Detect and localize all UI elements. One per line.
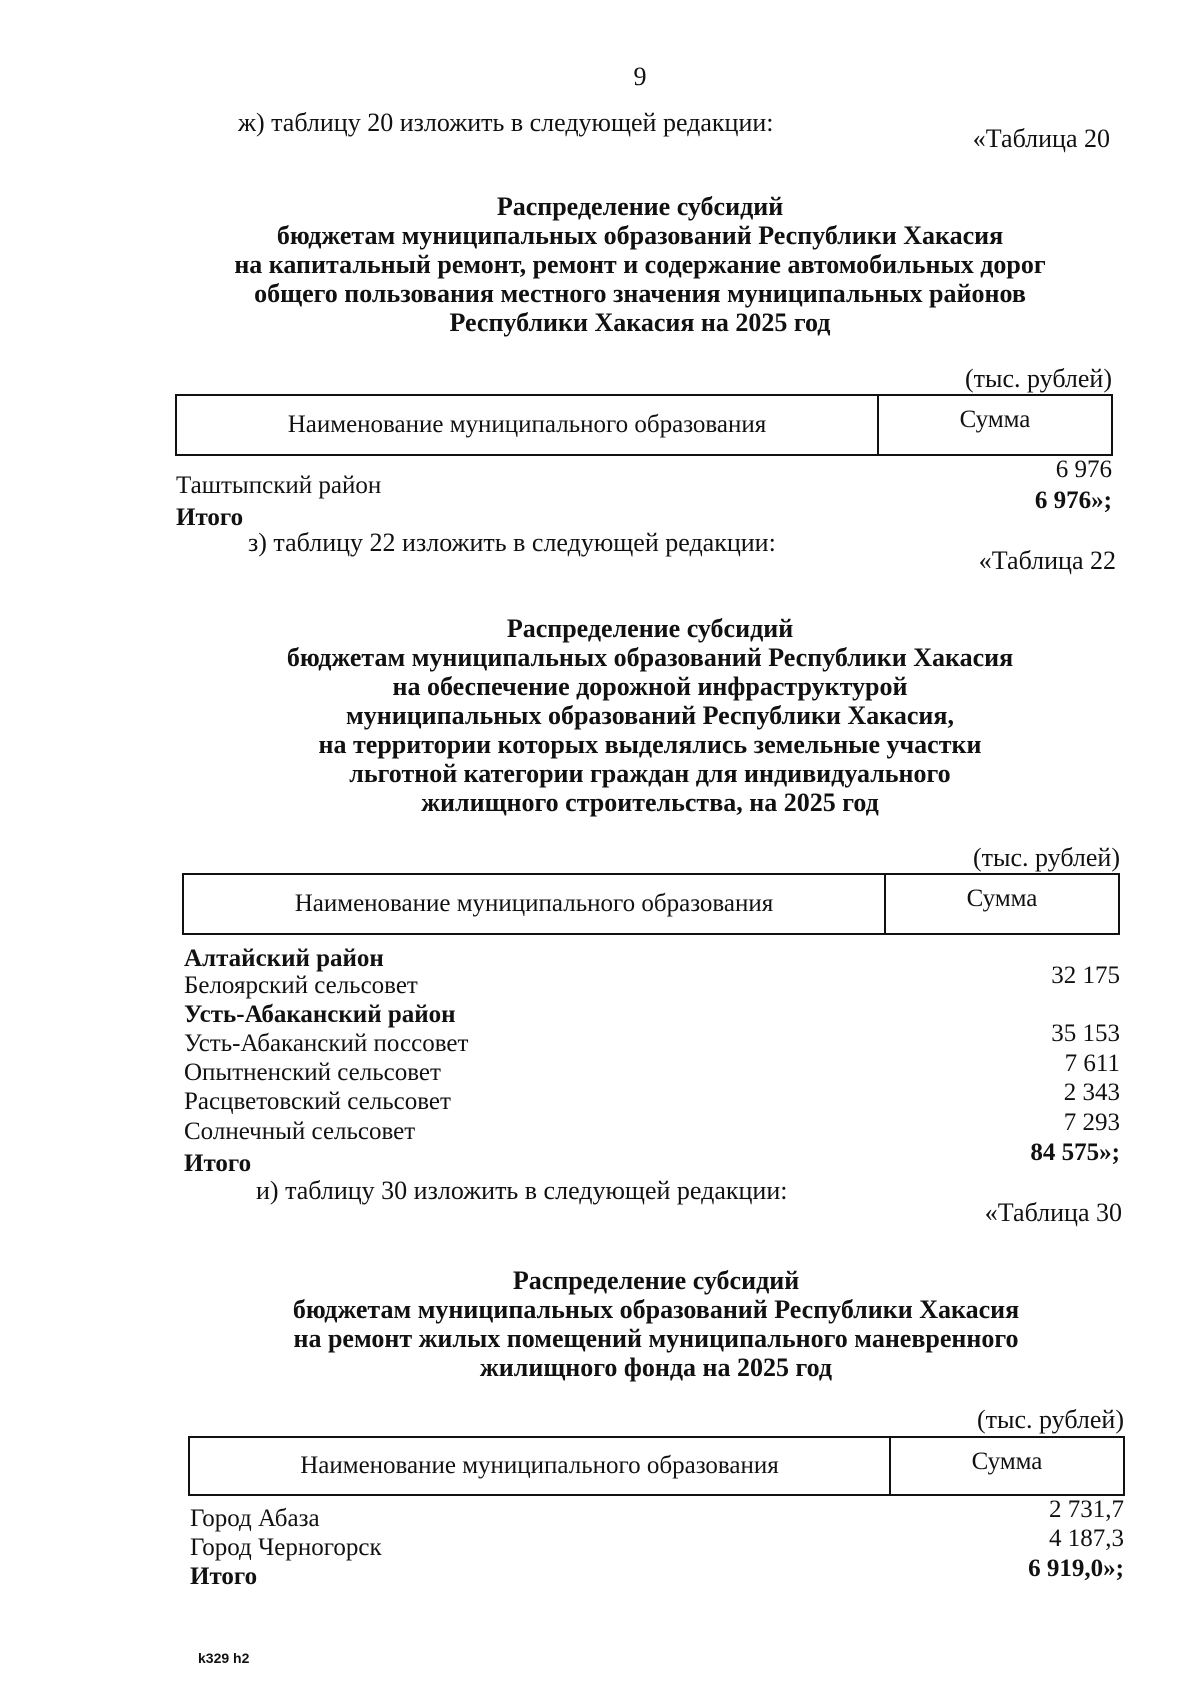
instruction-table-30: и) таблицу 30 изложить в следующей редакции:: [256, 1176, 788, 1205]
table-30-header: [188, 1436, 1125, 1496]
table-20-label: «Таблица 20: [972, 124, 1110, 153]
instruction-table-20: ж) таблицу 20 изложить в следующей редакции:: [238, 108, 774, 137]
header-sum-cell: Сумма: [971, 1448, 1043, 1475]
table-22-header: [182, 873, 1120, 935]
header-name-cell: Наименование муниципального образования: [190, 1438, 891, 1494]
table-22-unit: (тыс. рублей): [972, 843, 1120, 872]
header-sum-cell: Сумма: [966, 885, 1038, 912]
table-20-title: [170, 192, 1110, 337]
title-line: жилищного строительства, на 2025 год: [421, 788, 879, 817]
table-22-row-value: 32 175: [1051, 962, 1120, 989]
table-22-group-row: Алтайский район: [184, 945, 384, 972]
title-line: бюджетам муниципальных образований Республики Хакасия: [276, 221, 1004, 250]
header-sum-cell: Сумма: [959, 406, 1031, 433]
title-line: общего пользования местного значения муниципальных районов: [254, 279, 1026, 308]
table-20-total-label: Итого: [176, 504, 244, 531]
table-30-total-value: 6 919,0»;: [1028, 1555, 1124, 1582]
table-22-row-name: Усть-Абаканский поссовет: [184, 1030, 469, 1057]
table-30-row-value: 2 731,7: [1049, 1496, 1124, 1523]
table-30-row-value: 4 187,3: [1049, 1525, 1124, 1552]
header-name-cell: Наименование муниципального образования: [177, 396, 879, 454]
table-22-row-name: Расцветовский сельсовет: [184, 1088, 451, 1115]
table-20-unit: (тыс. рублей): [964, 364, 1112, 393]
table-22-row-value: 7 293: [1063, 1109, 1120, 1136]
table-20-row-name: Таштыпский район: [176, 472, 382, 499]
title-line: на обеспечение дорожной инфраструктурой: [392, 672, 908, 701]
table-22-total-label: Итого: [184, 1150, 252, 1177]
title-line: муниципальных образований Республики Хакасия,: [346, 701, 954, 730]
table-30-row-name: Город Абаза: [190, 1505, 320, 1532]
table-22-title: [180, 614, 1120, 817]
table-22-row-name: Опытненский сельсовет: [184, 1059, 441, 1086]
table-22-group-row: Усть-Абаканский район: [184, 1001, 456, 1028]
table-22-row-name: Белоярский сельсовет: [184, 972, 418, 999]
instruction-table-22: з) таблицу 22 изложить в следующей редакции:: [248, 528, 776, 557]
title-line: Распределение субсидий: [512, 1266, 800, 1295]
table-20-header: [175, 394, 1113, 456]
table-22-row-value: 2 343: [1063, 1079, 1120, 1106]
table-30-title: [186, 1266, 1126, 1382]
title-line: льготной категории граждан для индивидуального: [349, 759, 951, 788]
table-22-row-value: 7 611: [1064, 1050, 1120, 1077]
title-line: Распределение субсидий: [496, 192, 784, 221]
table-22-row-name: Солнечный сельсовет: [184, 1118, 416, 1145]
table-30-unit: (тыс. рублей): [976, 1405, 1124, 1434]
title-line: на ремонт жилых помещений муниципального маневренного: [293, 1324, 1019, 1353]
title-line: жилищного фонда на 2025 год: [479, 1353, 833, 1382]
title-line: Республики Хакасия на 2025 год: [449, 308, 831, 337]
table-20-row-value: 6 976: [1055, 456, 1112, 483]
table-30-label: «Таблица 30: [984, 1198, 1122, 1227]
table-22-label: «Таблица 22: [978, 546, 1116, 575]
table-22-total-value: 84 575»;: [1030, 1139, 1120, 1166]
title-line: бюджетам муниципальных образований Республики Хакасия: [292, 1295, 1020, 1324]
title-line: Распределение субсидий: [506, 614, 794, 643]
table-30-total-label: Итого: [190, 1563, 258, 1590]
footer-code: k329 h2: [198, 1650, 250, 1666]
table-22-row-value: 35 153: [1051, 1020, 1120, 1047]
page-number: 9: [633, 62, 647, 91]
title-line: на территории которых выделялись земельные участки: [318, 730, 982, 759]
title-line: на капитальный ремонт, ремонт и содержание автомобильных дорог: [234, 250, 1046, 279]
header-name-cell: Наименование муниципального образования: [184, 875, 886, 933]
table-30-row-name: Город Черногорск: [190, 1534, 382, 1561]
table-20-total-value: 6 976»;: [1034, 487, 1112, 514]
title-line: бюджетам муниципальных образований Республики Хакасия: [286, 643, 1014, 672]
